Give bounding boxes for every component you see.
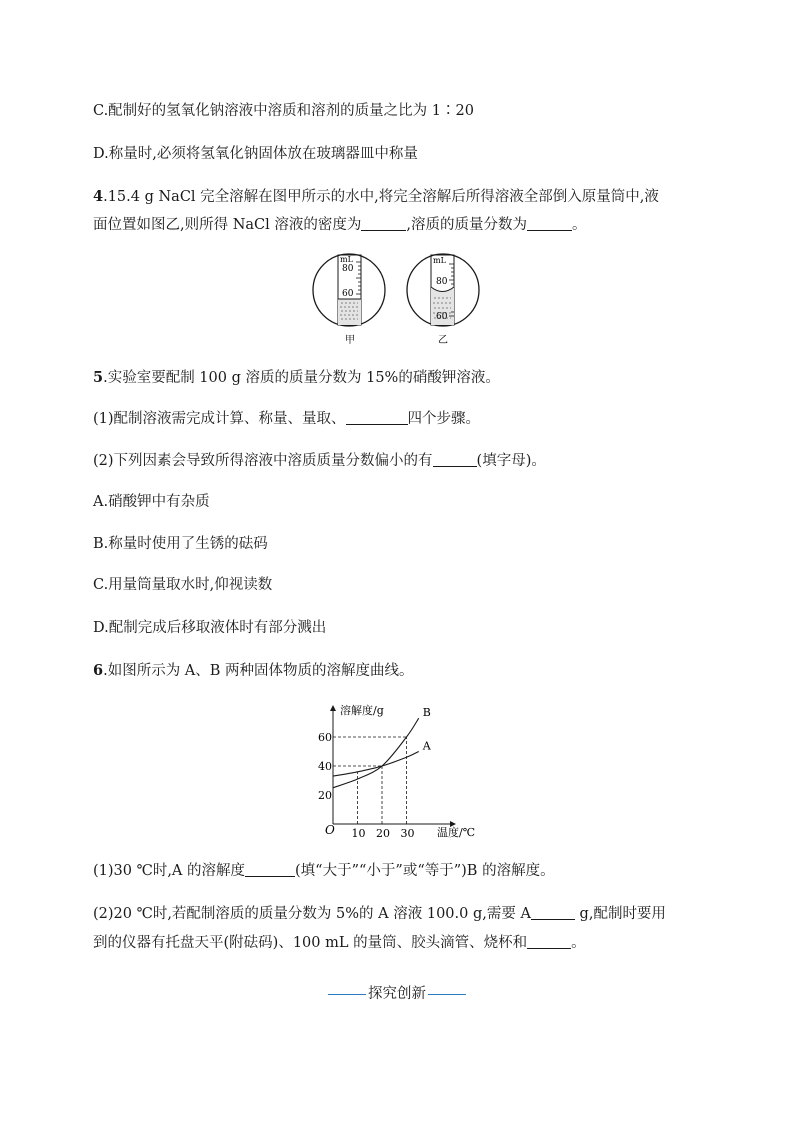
q6-stem bbox=[93, 661, 414, 681]
q6-part3 bbox=[93, 933, 586, 953]
series-a-curve bbox=[333, 752, 419, 777]
series-a-label: A bbox=[422, 739, 431, 753]
q5-blank-step bbox=[346, 410, 408, 425]
q6-blank-compare bbox=[245, 862, 295, 877]
q6-p1a: (1)30 ℃时,A 的溶解度 bbox=[93, 863, 246, 879]
q6-part1 bbox=[93, 861, 555, 881]
y-axis-label: 溶解度/g bbox=[340, 704, 384, 717]
jia-tick-60: 60 bbox=[342, 289, 354, 299]
q5-option-b: B.称量时使用了生锈的砝码 bbox=[93, 536, 268, 552]
section-heading bbox=[0, 982, 794, 1003]
q5-number: 5 bbox=[93, 369, 104, 386]
cylinder-yi bbox=[407, 254, 479, 346]
y-tick-label-40: 40 bbox=[318, 760, 332, 773]
q4-line1 bbox=[93, 187, 659, 207]
q4-blank-mass-fraction bbox=[527, 216, 572, 231]
cylinder-jia bbox=[313, 254, 385, 346]
q4-text2b: ,溶质的质量分数为 bbox=[406, 217, 527, 233]
option-c-prev: C.配制好的氢氧化钠溶液中溶质和溶剂的质量之比为 1∶20 bbox=[93, 103, 474, 119]
q4-text1: .15.4 g NaCl 完全溶解在图甲所示的水中,将完全溶解后所得溶液全部倒入原量筒中,液 bbox=[103, 189, 659, 205]
q5-part2 bbox=[93, 451, 546, 471]
yi-unit-label: mL bbox=[433, 256, 446, 265]
q6-number: 6 bbox=[93, 662, 104, 679]
q4-number: 4 bbox=[93, 188, 104, 205]
q5-option-d: D.配制完成后移取液体时有部分溅出 bbox=[93, 620, 327, 636]
jia-unit-label: mL bbox=[340, 255, 353, 264]
q4-text2c: 。 bbox=[572, 217, 587, 233]
q5-p1a: (1)配制溶液需完成计算、称量、量取、 bbox=[93, 411, 346, 427]
jia-tick-80: 80 bbox=[342, 264, 354, 274]
q6-p2a: (2)20 ℃时,若配制溶质的质量分数为 5%的 A 溶液 100.0 g,需要 A bbox=[93, 906, 531, 922]
yi-tick-80: 80 bbox=[436, 277, 448, 287]
y-tick-label-20: 20 bbox=[318, 789, 332, 802]
option-d-prev: D.称量时,必须将氢氧化钠固体放在玻璃器皿中称量 bbox=[93, 146, 418, 162]
q5-part1 bbox=[93, 409, 480, 429]
heading-rule-left bbox=[328, 994, 366, 995]
section-title: 探究创新 bbox=[368, 986, 426, 1002]
cylinder-figure bbox=[305, 252, 495, 348]
q6-part2 bbox=[93, 904, 666, 924]
yi-tick-60: 60 bbox=[436, 312, 448, 322]
q6-p3b: 。 bbox=[571, 935, 586, 951]
series-b-curve bbox=[333, 718, 419, 788]
q5-text: .实验室要配制 100 g 溶质的质量分数为 15%的硝酸钾溶液。 bbox=[103, 370, 500, 386]
q5-p1b: 四个步骤。 bbox=[407, 411, 481, 427]
jia-caption: 甲 bbox=[345, 335, 355, 346]
q6-text: .如图所示为 A、B 两种固体物质的溶解度曲线。 bbox=[103, 663, 414, 679]
x-axis-label: 温度/℃ bbox=[437, 826, 476, 839]
y-tick-label-60: 60 bbox=[318, 731, 332, 744]
q6-p1b: (填“大于”“小于”或“等于”)B 的溶解度。 bbox=[295, 863, 555, 879]
q5-stem bbox=[93, 368, 500, 388]
q5-p2b: (填字母)。 bbox=[476, 453, 546, 469]
q5-p2a: (2)下列因素会导致所得溶液中溶质质量分数偏小的有 bbox=[93, 453, 433, 469]
heading-rule-right bbox=[428, 994, 466, 995]
x-tick-label-30: 30 bbox=[400, 827, 415, 840]
q4-text2a: 面位置如图乙,则所得 NaCl 溶液的密度为 bbox=[93, 217, 362, 233]
q6-blank-mass bbox=[531, 905, 575, 920]
q4-line2 bbox=[93, 215, 587, 235]
q5-option-a: A.硝酸钾中有杂质 bbox=[93, 494, 210, 510]
q6-p2b: g,配制时要用 bbox=[574, 906, 666, 922]
origin-label: O bbox=[325, 823, 335, 837]
yi-caption: 乙 bbox=[438, 335, 448, 346]
q6-p3a: 到的仪器有托盘天平(附砝码)、100 mL 的量筒、胶头滴管、烧杯和 bbox=[93, 935, 528, 951]
q4-blank-density bbox=[361, 216, 406, 231]
series-b-label: B bbox=[422, 706, 431, 720]
x-tick-label-20: 20 bbox=[376, 827, 390, 840]
x-tick-label-10: 10 bbox=[351, 827, 366, 840]
solubility-chart bbox=[305, 700, 490, 840]
q5-blank-letters bbox=[433, 452, 477, 467]
q5-option-c: C.用量筒量取水时,仰视读数 bbox=[93, 577, 273, 593]
q6-blank-instrument bbox=[527, 934, 571, 949]
